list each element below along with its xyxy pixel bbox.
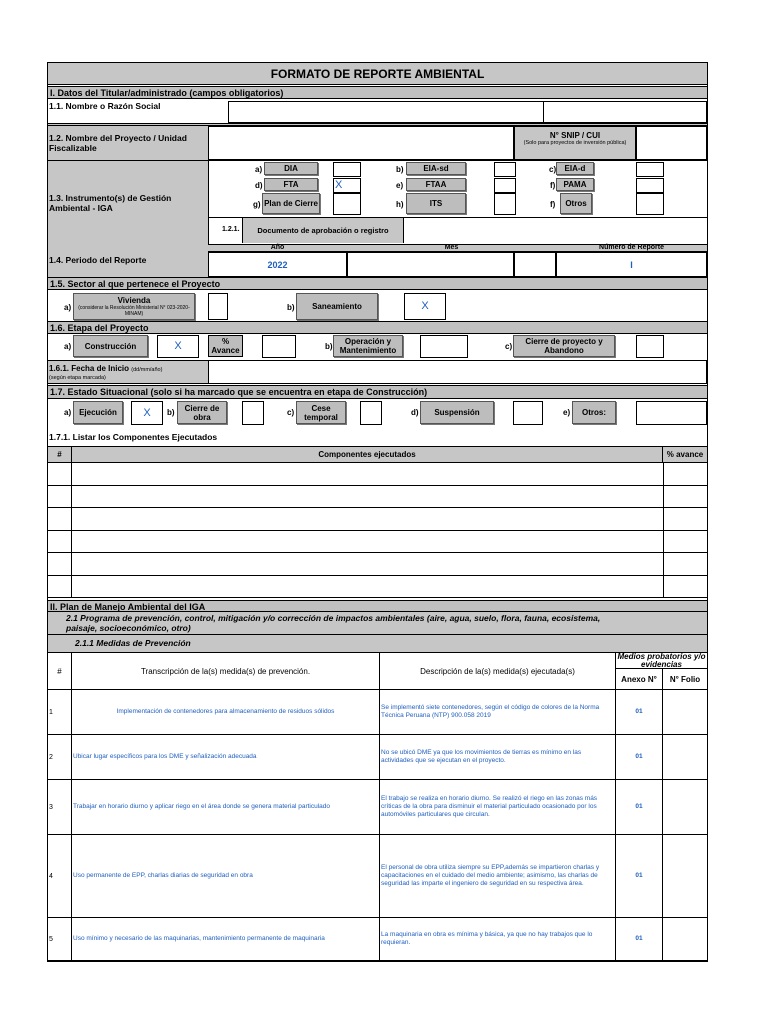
medida-descripcion[interactable]: La maquinaria en obra es mínima y básica, ya que no hay trabajos que lo requieran. [380, 918, 616, 961]
medida-row-num: 5 [48, 918, 72, 961]
doc-num: 1.2.1. [222, 226, 240, 233]
medida-row-num: 4 [48, 835, 72, 918]
comp-num-header: # [48, 447, 72, 463]
operacion-button[interactable]: Operación y Mantenimiento [333, 335, 403, 357]
comp-row-name[interactable] [72, 553, 664, 576]
iga-e-letter: e) [396, 181, 404, 190]
nombre-razon-social-field[interactable] [228, 101, 544, 123]
estado-header: 1.7. Estado Situacional (solo si ha marcado que se encuentra en etapa de Construcción) [48, 385, 707, 399]
comp-row-name[interactable] [72, 463, 664, 486]
saneamiento-check[interactable]: X [404, 293, 446, 320]
ejecucion-check[interactable]: X [131, 401, 163, 425]
vivienda-check[interactable] [208, 293, 228, 320]
nombre-proyecto-field[interactable] [208, 126, 514, 160]
cierre-obra-check[interactable] [242, 401, 264, 425]
otros-estado-field[interactable] [636, 401, 707, 425]
mes-header: Mes [444, 244, 459, 251]
numero-field[interactable]: I [556, 252, 707, 277]
medida-row-num: 3 [48, 780, 72, 835]
iga-otros-button[interactable]: Otros [560, 193, 592, 214]
estado-b-letter: b) [167, 408, 175, 417]
snip-note: (Solo para proyectos de inversión pública) [523, 140, 627, 146]
iga-pama-button[interactable]: PAMA [556, 178, 594, 191]
pma-header: II. Plan de Manejo Ambiental del IGA [48, 600, 707, 612]
iga-g-letter: g) [253, 200, 261, 209]
iga-ftaa-button[interactable]: FTAA [406, 178, 466, 191]
medida-descripcion[interactable]: El trabajo se realiza en horario diurno. Se realizó el riego en las zonas más críticas de la obra para disminuir el material particulado ocasionado por los automóviles particulares que circulan. [380, 780, 616, 835]
iga-eia-d-button[interactable]: EIA-d [556, 162, 594, 175]
iga-fta-button[interactable]: FTA [264, 178, 318, 191]
medida-anexo[interactable]: 01 [616, 918, 663, 961]
vivienda-note: (considerar la Resolución Ministerial N° 023-2020-MINAM) [78, 305, 190, 317]
etapa-c-letter: c) [505, 342, 513, 351]
medios-header: Medios probatorios y/o evidencias [617, 651, 706, 669]
iga-d-letter: d) [255, 181, 263, 190]
estado-e-letter: e) [563, 408, 571, 417]
comp-row-num [48, 553, 72, 576]
etapa-b-letter: b) [325, 342, 333, 351]
transcripcion-header: Transcripción de la(s) medida(s) de prevención. [72, 653, 380, 690]
medida-anexo[interactable]: 01 [616, 690, 663, 735]
iga-f-letter: f) [550, 181, 556, 190]
fecha-label-line [49, 364, 208, 375]
sector-b-letter: b) [287, 303, 295, 312]
estado-d-letter: d) [411, 408, 419, 417]
medida-transcripcion[interactable]: Uso mínimo y necesario de las maquinarias, mantenimiento permanente de maquinaria [72, 918, 380, 961]
medida-folio[interactable] [663, 735, 707, 780]
iga-fta-check[interactable]: X [333, 178, 361, 193]
iga-label: 1.3. Instrumento(s) de Gestión Ambiental - IGA [49, 193, 172, 213]
cierre-abandono-button[interactable]: Cierre de proyecto y Abandono [513, 335, 615, 357]
componentes-label: 1.7.1. Listar los Componentes Ejecutados [49, 432, 218, 442]
doc-label: Documento de aprobación o registro [242, 218, 404, 243]
medida-folio[interactable] [663, 690, 707, 735]
medida-transcripcion[interactable]: Uso permanente de EPP, charlas diarias de seguridad en obra [72, 835, 380, 918]
doc-field[interactable] [404, 218, 707, 243]
snip-label: N° SNIP / CUI [549, 131, 601, 140]
mes-field-2[interactable] [514, 252, 556, 277]
comp-row-name[interactable] [72, 508, 664, 531]
iga-its-button[interactable]: ITS [406, 193, 466, 214]
avance-field[interactable] [262, 335, 296, 358]
medida-folio[interactable] [663, 780, 707, 835]
sector-a-letter: a) [64, 303, 72, 312]
nombre-proyecto-label: 1.2. Nombre del Proyecto / Unidad Fiscalizable [49, 133, 187, 153]
iga-eia-sd-button[interactable]: EIA-sd [406, 162, 466, 175]
medida-transcripcion[interactable]: Implementación de contenedores para almacenamiento de residuos sólidos [72, 690, 380, 735]
comp-row-num [48, 463, 72, 486]
programa-label: 2.1 Programa de prevención, control, mitigación y/o corrección de impactos ambientales (aire, agua, suelo, flora, fauna, ecosistema, paisaje, socioeconómico, otro) [66, 613, 601, 633]
iga-otros-check[interactable] [636, 193, 664, 215]
snip-label-box [514, 126, 636, 160]
comp-row-num [48, 531, 72, 554]
comp-row-avance[interactable] [664, 576, 707, 599]
medida-num-header: # [48, 653, 72, 690]
iga-h-letter: h) [396, 200, 404, 209]
section-1-header: I. Datos del Titular/administrado (campos obligatorios) [48, 86, 707, 99]
iga-c-letter: c) [549, 165, 557, 174]
estado-a-letter: a) [64, 408, 72, 417]
iga-its-check[interactable] [494, 193, 516, 215]
comp-row-num [48, 576, 72, 599]
descripcion-header: Descripción de la(s) medida(s) ejecutada(s) [380, 653, 616, 690]
medida-anexo[interactable]: 01 [616, 735, 663, 780]
anexo-header: Anexo N° [616, 669, 663, 690]
iga-f2-letter: f) [550, 200, 556, 209]
comp-row-name[interactable] [72, 576, 664, 599]
etapa-a-letter: a) [64, 342, 72, 351]
anio-field[interactable]: 2022 [208, 252, 347, 277]
saneamiento-button[interactable]: Saneamiento [296, 293, 378, 320]
comp-row-num [48, 486, 72, 509]
comp-row-avance[interactable] [664, 553, 707, 576]
etapa-header: 1.6. Etapa del Proyecto [48, 321, 707, 334]
vivienda-button[interactable] [73, 293, 195, 320]
iga-pama-check[interactable] [636, 178, 664, 193]
folio-header: N° Folio [663, 669, 707, 690]
comp-avance-header: % avance [663, 447, 707, 463]
ejecucion-button[interactable]: Ejecución [73, 401, 123, 424]
periodo-label: 1.4. Periodo del Reporte [49, 255, 147, 265]
medida-row-num: 1 [48, 690, 72, 735]
comp-row-avance[interactable] [664, 486, 707, 509]
comp-row-avance[interactable] [664, 508, 707, 531]
cierre-obra-button[interactable]: Cierre de obra [177, 401, 227, 424]
avance-label: % Avance [208, 335, 243, 357]
anio-header: Año [270, 244, 285, 251]
nombre-razon-social-field-2[interactable] [543, 101, 707, 123]
form-title: FORMATO DE REPORTE AMBIENTAL [48, 63, 707, 85]
iga-dia-check[interactable] [333, 162, 361, 177]
iga-plan-cierre-check[interactable] [333, 193, 361, 215]
iga-dia-button[interactable]: DIA [264, 162, 318, 175]
fecha-label-bg [48, 360, 208, 384]
comp-row-avance[interactable] [664, 531, 707, 554]
medida-anexo[interactable]: 01 [616, 780, 663, 835]
mes-field[interactable] [347, 252, 514, 277]
iga-a-letter: a) [255, 165, 263, 174]
medida-descripcion[interactable]: No se ubicó DME ya que los movimientos de tierras es mínimo en las actividades que se ejecutan en el proyecto. [380, 735, 616, 780]
medida-row-num: 2 [48, 735, 72, 780]
comp-row-num [48, 508, 72, 531]
construccion-check[interactable]: X [157, 335, 199, 358]
medida-transcripcion[interactable]: Ubicar lugar específicos para los DME y señalización adecuada [72, 735, 380, 780]
fecha-format: (dd/mm/año) [131, 367, 163, 373]
fecha-label: 1.6.1. Fecha de Inicio [49, 364, 130, 373]
otros-estado-button[interactable]: Otros: [572, 401, 616, 424]
numero-header: Número de Reporte [599, 244, 664, 251]
iga-b-letter: b) [396, 165, 404, 174]
medida-folio[interactable] [663, 918, 707, 961]
prevencion-label: 2.1.1 Medidas de Prevención [75, 638, 191, 648]
construccion-button[interactable]: Construcción [73, 335, 148, 357]
suspension-button[interactable]: Suspensión [420, 401, 494, 424]
iga-eia-sd-check[interactable] [494, 162, 516, 177]
iga-ftaa-check[interactable] [494, 178, 516, 193]
medida-transcripcion[interactable]: Trabajar en horario diurno y aplicar riego en el área donde se genera material particulado [72, 780, 380, 835]
sector-header: 1.5. Sector al que pertenece el Proyecto [48, 277, 707, 290]
estado-c-letter: c) [287, 408, 295, 417]
cese-temporal-button[interactable]: Cese temporal [296, 401, 346, 424]
comp-row-avance[interactable] [664, 463, 707, 486]
comp-row-name[interactable] [72, 531, 664, 554]
suspension-check[interactable] [513, 401, 543, 425]
medida-descripcion[interactable]: El personal de obra utiliza siempre su EPP,además se impartieron charlas y capacitaciones en el cuidado del medio ambiente; asimismo, las charlas de seguridad las imparte el ingeniero de seguridad en su respectiva área. [380, 835, 616, 918]
medida-folio[interactable] [663, 835, 707, 918]
comp-name-header: Componentes ejecutados [72, 447, 663, 463]
medida-descripcion[interactable]: Se implementó siete contenedores, según el código de colores de la Norma Técnica Peruana (NTP) 900.058 2019 [380, 690, 616, 735]
fecha-note: (según etapa marcada) [49, 375, 106, 381]
vivienda-label: Vivienda [117, 296, 151, 305]
medida-anexo[interactable]: 01 [616, 835, 663, 918]
comp-row-name[interactable] [72, 486, 664, 509]
iga-eia-d-check[interactable] [636, 162, 664, 177]
iga-plan-cierre-button[interactable]: Plan de Cierre [262, 193, 320, 214]
cierre-abandono-check[interactable] [636, 335, 664, 358]
operacion-check[interactable] [420, 335, 468, 358]
fecha-field[interactable] [208, 360, 707, 384]
nombre-razon-social-label: 1.1. Nombre o Razón Social [49, 101, 161, 111]
snip-field[interactable] [636, 126, 707, 160]
cese-temporal-check[interactable] [360, 401, 382, 425]
